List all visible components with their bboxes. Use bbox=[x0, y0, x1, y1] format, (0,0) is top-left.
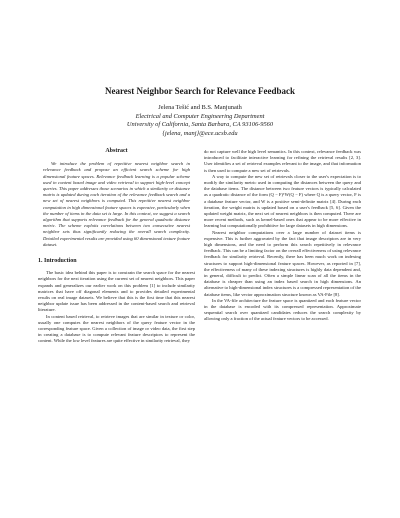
department: Electrical and Computer Engineering Department bbox=[135, 112, 265, 120]
paper-title: Nearest Neighbor Search for Relevance Feedback bbox=[104, 86, 296, 96]
author-block bbox=[0, 104, 400, 138]
introduction-paragraph-2: In content based retrieval, to retrieve images that are similar in texture or color, usually one computes the nearest neighbors of the query feature vector in the corresponding feature space. Given a collection of image or video data, the first step in creating a database is to compute relevant feature descriptors to represent the content. While the low level features are quite effective in similarity retrieval, they bbox=[38, 313, 195, 344]
author-names: Jelena Tešić and B.S. Manjunath bbox=[158, 104, 242, 111]
right-paragraph-2: A way to compute the new set of retrievals closer to the user's expectation is to modify the similarity metric used in computing the distances between the query and the database items. The distance between two feature vectors is typically calculated as a quadratic distance of the form (Q − F)ᵀW(Q − F) where Q is a query vector, F is a database feature vector, and W is a positive semi-definite matrix [4]. During each iteration, the weight matrix is updated based on a user's feedback [5, 6]. Given the updated weight matrix, the next set of nearest neighbors is then computed. There are more recent methods, such as kernel-based ones that appear to be more effective in learning but computationally prohibitive for large datasets in high dimensions. bbox=[204, 173, 361, 229]
right-paragraph-4: In the VA-file architecture the feature space is quantized and each feature vector in the database is encoded with its compressed representation. Approximate sequential search over quantized candidates reduces the search complexity by allowing only a fraction of the actual feature vectors to be accessed. bbox=[204, 297, 361, 322]
left-column bbox=[38, 148, 195, 345]
abstract-text: We introduce the problem of repetitive nearest neighbor search in relevance feedback and propose an efficient search scheme for high dimensional feature spaces. Relevance feedback learning is a popular scheme used in content based image and video retrieval to support high-level concept queries. This paper addresses those scenarios in which a similarity or distance matrix is updated during each iteration of the relevance feedback search and a new set of nearest neighbors is computed. This repetitive nearest neighbor computation in high dimensional feature spaces is expensive, particularly when the number of items in the data set is large. In this context, we suggest a search algorithm that supports relevance feedback for the general quadratic distance metric. The scheme exploits correlations between two consecutive nearest neighbor sets thus significantly reducing the overall search complexity. Detailed experimental results are provided using 60 dimensional texture feature dataset. bbox=[43, 161, 190, 247]
introduction-paragraph-1: The basic idea behind this paper is to constrain the search space for the nearest neighbors for the next iteration using the current set of nearest neighbors. This paper expands and generalizes our earlier work on this problem [1] to include similarity matrices that have off diagonal elements and to provides detailed experimental results on real image datasets. We believe that this is the first time that this nearest neighbor update issue has been addressed in the content-based search and retrieval literature. bbox=[38, 270, 195, 313]
right-paragraph-3: Nearest neighbor computations over a large number of dataset items is expensive. This is further aggravated by the fact that image descriptors are in very high dimensions, and the need to perform this search repetitively in relevance feedback. This can be a limiting factor on the overall effectiveness of using relevance feedback for similarity retrieval. Recently, there has been much work on indexing structures to support high-dimensional feature spaces. However, as reported in [7], the effectiveness of many of these indexing structures is highly data dependent and, in general, difficult to predict. Often a simple linear scan of all the items in the database is cheaper than using an index based search in high dimensions. An alternative to high-dimensional index structures is a compressed representation of the database items, like vector approximation structure known as VA-File [8]. bbox=[204, 229, 361, 297]
right-paragraph-1: do not capture well the high level semantics. In this context, relevance feedback was introduced to facilitate interactive learning for refining the retrieval results [2, 3]. User identifies a set of retrieval examples relevant to the image, and that information is then used to compute a new set of retrievals. bbox=[204, 149, 361, 173]
university-address: University of California, Santa Barbara, CA 93106-9560 bbox=[126, 121, 274, 129]
email: {jelena, manj}@ece.ucsb.edu bbox=[162, 129, 238, 137]
introduction-heading: 1. Introduction bbox=[38, 258, 77, 265]
abstract-heading: Abstract bbox=[105, 148, 128, 154]
right-column bbox=[204, 149, 361, 323]
